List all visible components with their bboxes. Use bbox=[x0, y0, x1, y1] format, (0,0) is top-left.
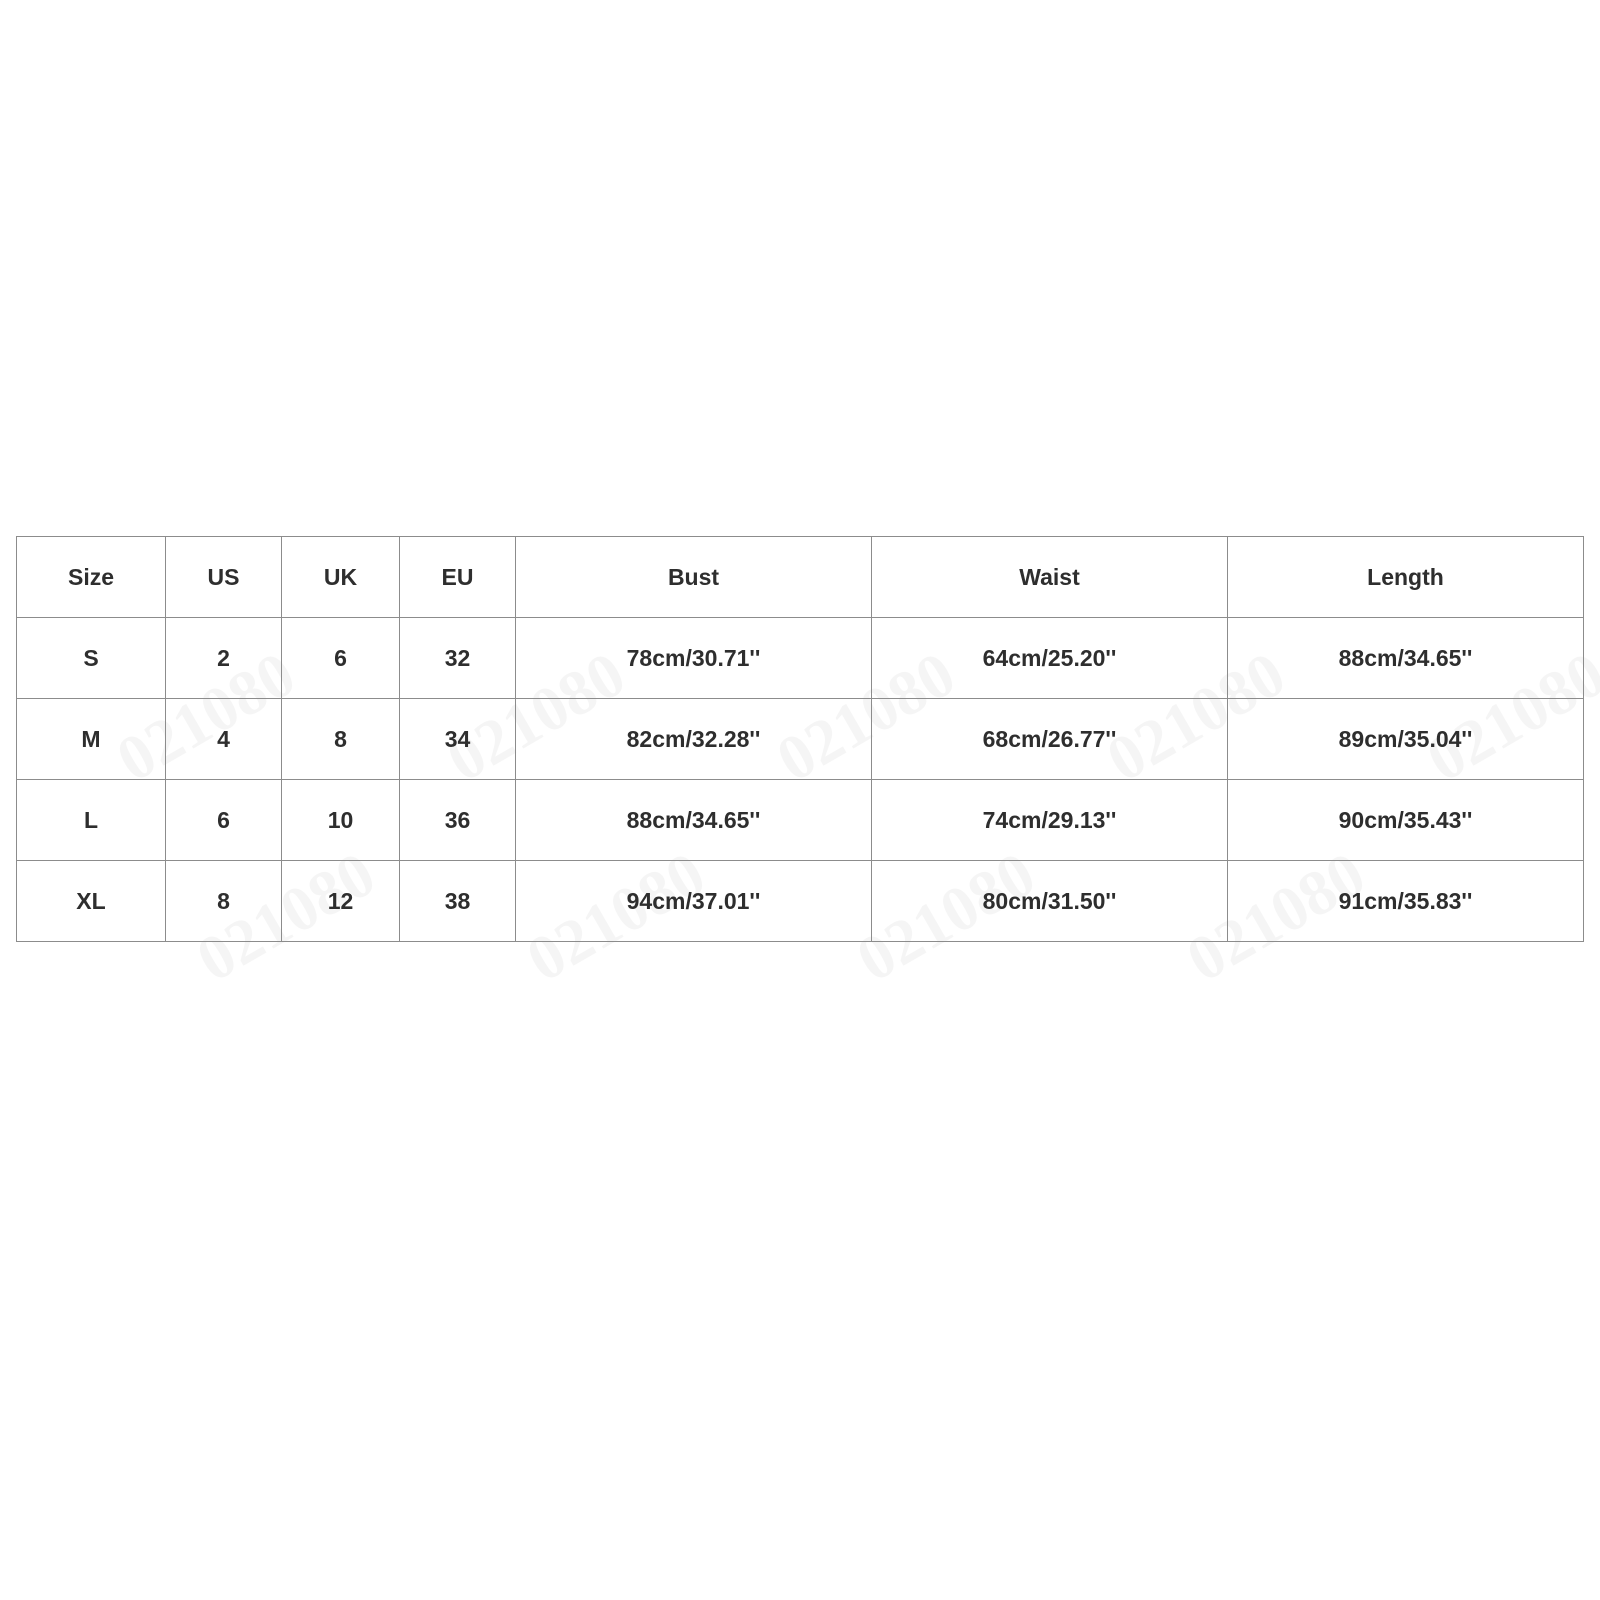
cell-waist: 64cm/25.20'' bbox=[872, 618, 1228, 699]
cell-bust: 78cm/30.71'' bbox=[516, 618, 872, 699]
cell-length: 91cm/35.83'' bbox=[1228, 861, 1584, 942]
header-bust: Bust bbox=[516, 537, 872, 618]
cell-uk: 12 bbox=[282, 861, 400, 942]
cell-us: 8 bbox=[166, 861, 282, 942]
cell-size: XL bbox=[17, 861, 166, 942]
header-waist: Waist bbox=[872, 537, 1228, 618]
cell-uk: 8 bbox=[282, 699, 400, 780]
cell-uk: 10 bbox=[282, 780, 400, 861]
cell-uk: 6 bbox=[282, 618, 400, 699]
table-header-row bbox=[17, 537, 1584, 618]
cell-eu: 34 bbox=[400, 699, 516, 780]
cell-us: 6 bbox=[166, 780, 282, 861]
table-row bbox=[17, 861, 1584, 942]
table-row bbox=[17, 780, 1584, 861]
cell-length: 89cm/35.04'' bbox=[1228, 699, 1584, 780]
table-row bbox=[17, 618, 1584, 699]
cell-us: 2 bbox=[166, 618, 282, 699]
header-length: Length bbox=[1228, 537, 1584, 618]
cell-bust: 94cm/37.01'' bbox=[516, 861, 872, 942]
cell-length: 88cm/34.65'' bbox=[1228, 618, 1584, 699]
cell-size: L bbox=[17, 780, 166, 861]
header-uk: UK bbox=[282, 537, 400, 618]
size-chart-table bbox=[16, 536, 1584, 942]
cell-length: 90cm/35.43'' bbox=[1228, 780, 1584, 861]
cell-eu: 38 bbox=[400, 861, 516, 942]
table-row bbox=[17, 699, 1584, 780]
header-us: US bbox=[166, 537, 282, 618]
cell-waist: 80cm/31.50'' bbox=[872, 861, 1228, 942]
cell-size: S bbox=[17, 618, 166, 699]
cell-eu: 32 bbox=[400, 618, 516, 699]
cell-us: 4 bbox=[166, 699, 282, 780]
header-size: Size bbox=[17, 537, 166, 618]
cell-bust: 82cm/32.28'' bbox=[516, 699, 872, 780]
cell-bust: 88cm/34.65'' bbox=[516, 780, 872, 861]
cell-waist: 74cm/29.13'' bbox=[872, 780, 1228, 861]
header-eu: EU bbox=[400, 537, 516, 618]
cell-waist: 68cm/26.77'' bbox=[872, 699, 1228, 780]
cell-eu: 36 bbox=[400, 780, 516, 861]
cell-size: M bbox=[17, 699, 166, 780]
